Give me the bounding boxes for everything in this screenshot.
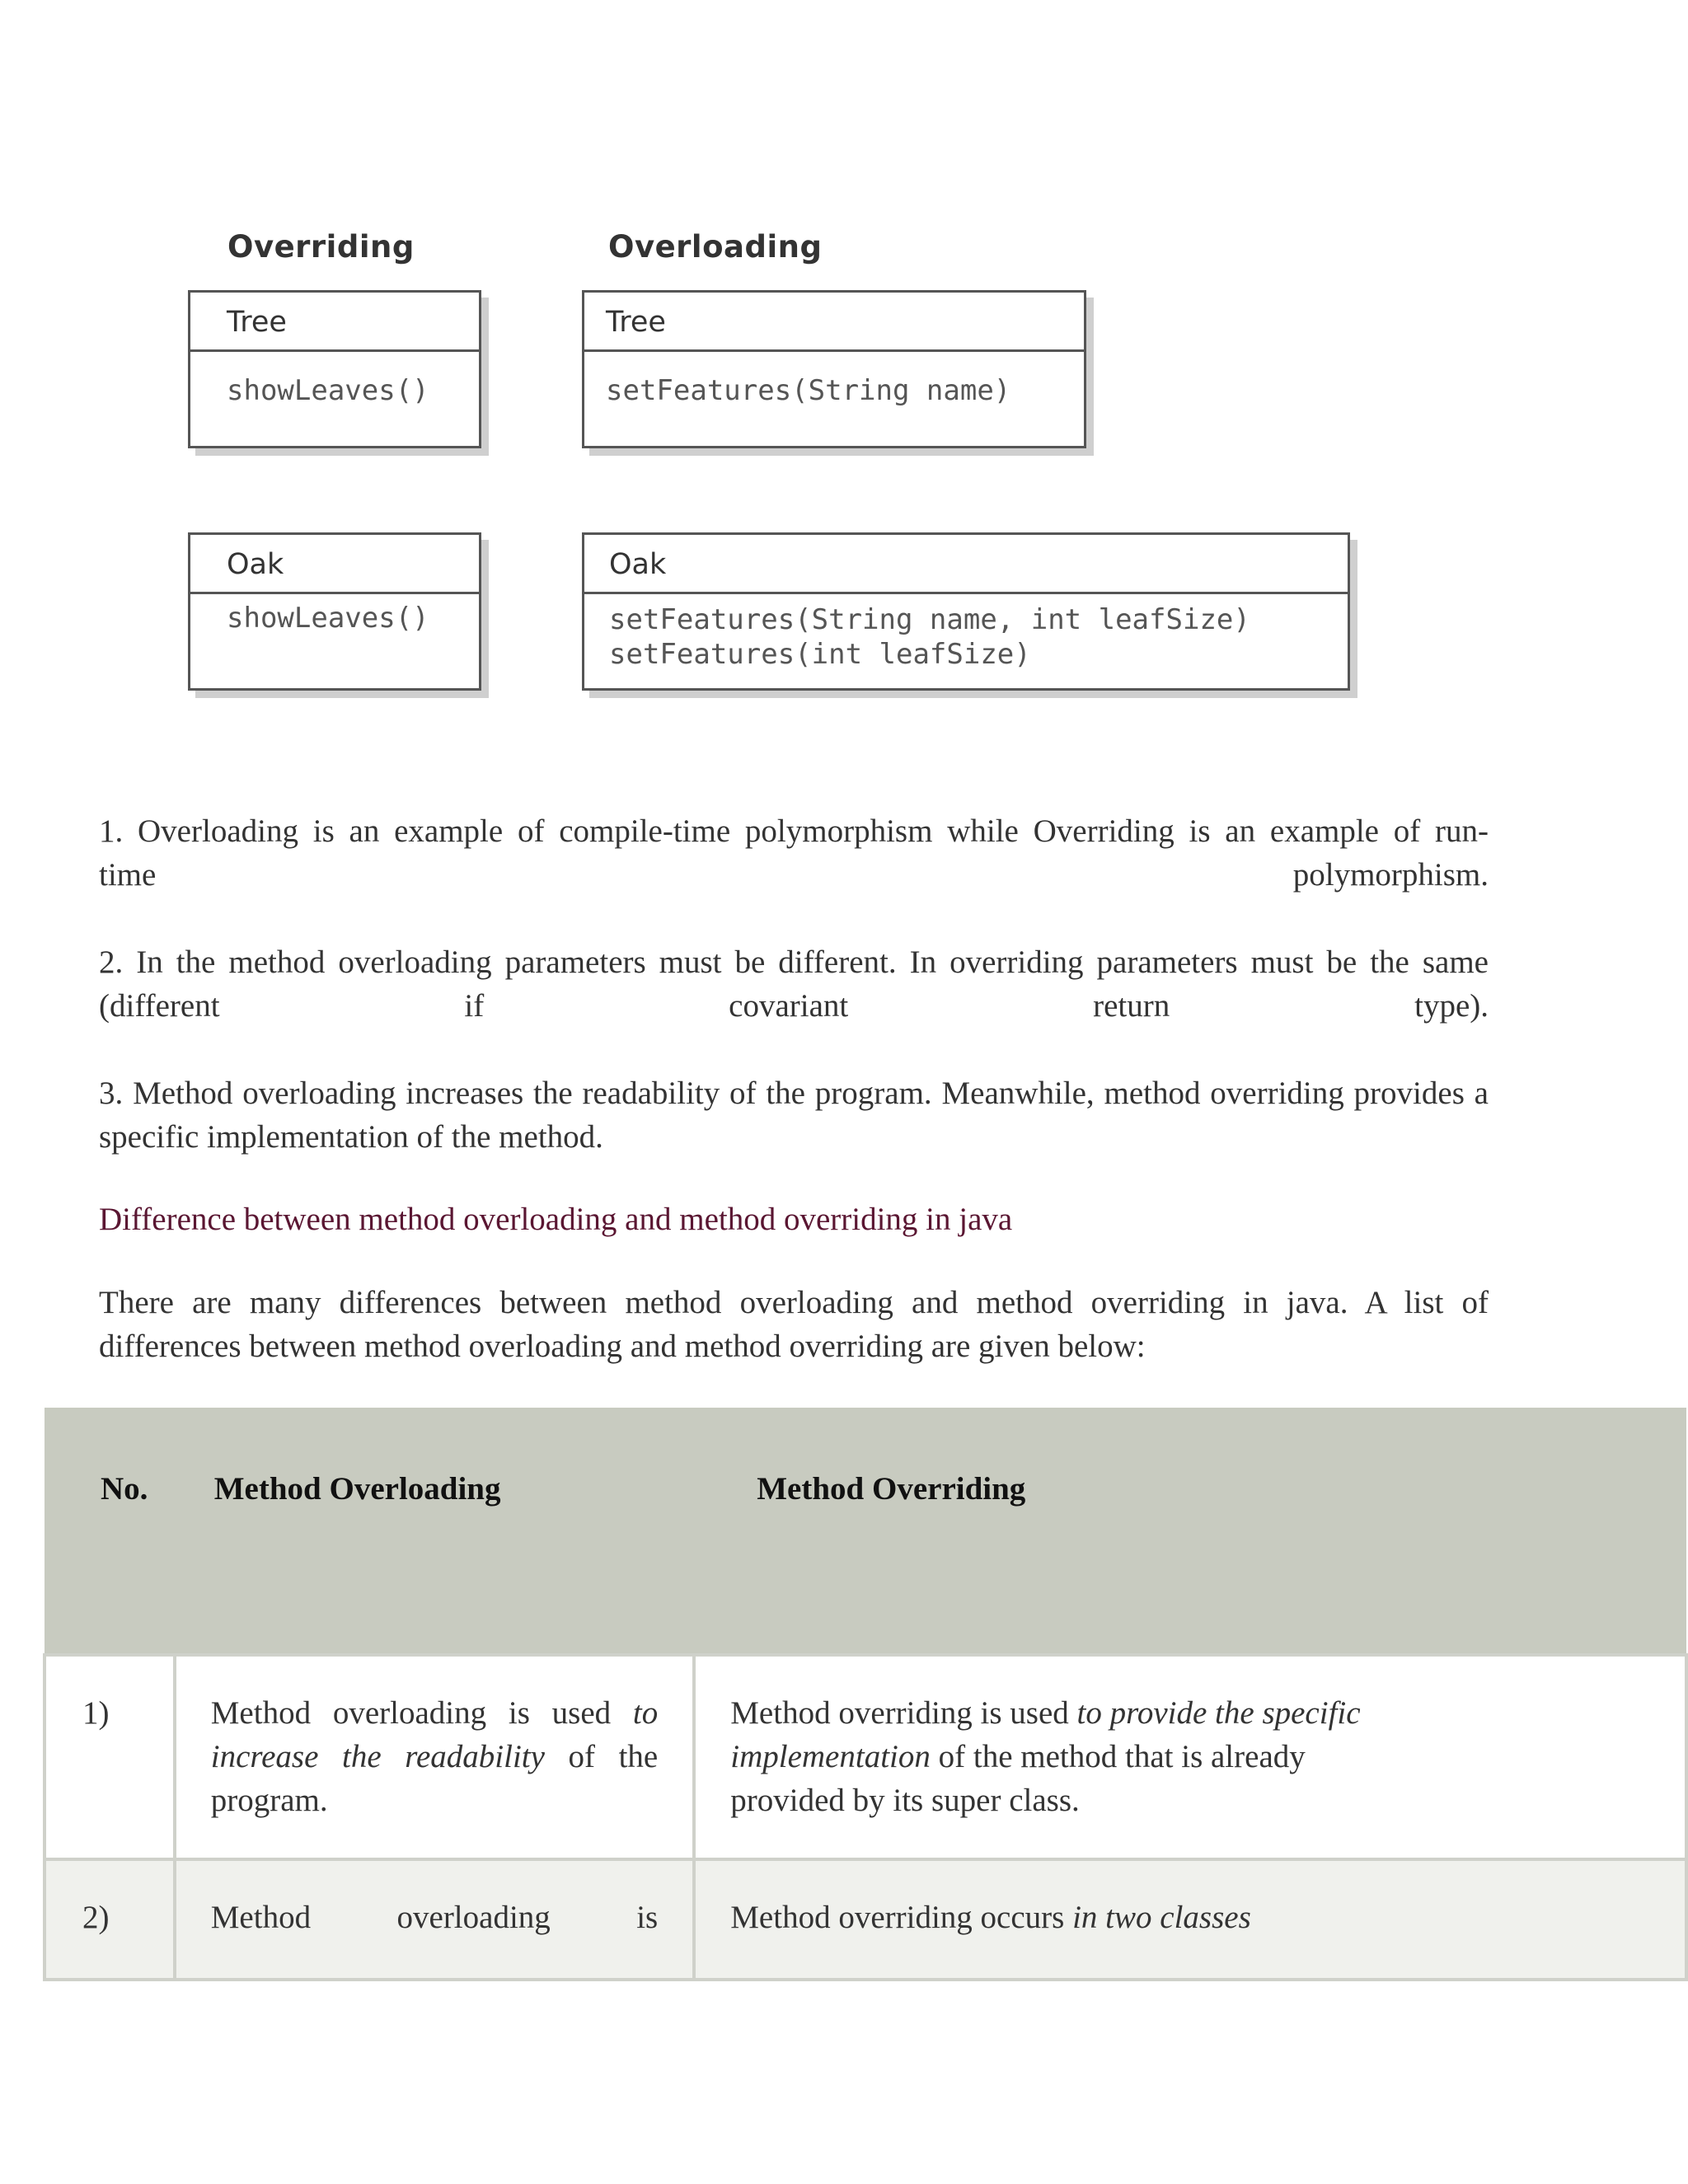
overriding-tree-class-box [188,290,481,448]
table-row [45,1859,1686,1980]
class-name: Oak [190,535,479,594]
overloading-cell [175,1859,695,1980]
table-row [45,1655,1686,1859]
header-method-overloading: Method Overloading [175,1408,695,1655]
point-2-line-1: 2. In the method overloading parameters must be different. In overriding parameters must be the same [99,944,1489,980]
method-signature: showLeaves() [227,374,429,407]
point-3: 3. Method overloading increases the readability of the program. Meanwhile, method overriding provides a specific implementation of the method. [99,1076,1489,1155]
point-1-word: polymorphism. [1292,857,1489,893]
point-1-line-2 [99,853,1489,897]
point-1-line-1: 1. Overloading is an example of compile-time polymorphism while Overriding is an example of run- [99,813,1489,849]
overriding-heading: Overriding [227,229,415,265]
cell-text: of the method that is already provided by its super class. [730,1739,1306,1818]
class-methods [584,594,1348,672]
class-methods [190,594,479,635]
class-name: Tree [190,293,479,352]
class-methods [190,352,479,408]
method-signature: setFeatures(int leafSize) [609,638,1031,671]
point-1 [99,809,1489,897]
overriding-cell [694,1859,1686,1980]
cell-text: Method overriding occurs [730,1900,1073,1935]
point-2 [99,940,1489,1028]
method-signature: showLeaves() [227,602,429,635]
overriding-overloading-diagram [0,0,1688,742]
cell-text: of the program. [210,1739,659,1818]
table-header-row [45,1408,1686,1655]
cell-emphasis: in two classes [1072,1900,1251,1935]
overriding-oak-class-box [188,532,481,691]
class-name: Oak [584,535,1348,594]
comparison-table [43,1408,1688,1981]
cell-emphasis: to provide the specific implementation [730,1695,1361,1774]
cell-text: Method overloading is used [210,1695,633,1731]
method-signature: setFeatures(String name) [606,374,1011,407]
overloading-cell [175,1655,695,1859]
overriding-cell [694,1655,1686,1859]
overloading-oak-class-box [582,532,1350,691]
section-heading-link[interactable]: Difference between method overloading and method overriding in java [99,1202,1013,1237]
row-number: 1) [45,1655,175,1859]
intro-paragraph: There are many differences between method overloading and method overriding in java. A list of differences between method overloading and method overriding are given below: [99,1285,1489,1364]
cell-text: Method overloading is [210,1900,659,1935]
point-1-word: time [99,857,157,893]
class-name: Tree [584,293,1084,352]
method-signature: setFeatures(String name, int leafSize) [609,603,1250,636]
overloading-heading: Overloading [608,229,823,265]
header-method-overriding: Method Overriding [694,1408,1686,1655]
header-number-label: No. [101,1471,148,1507]
cell-emphasis: to increase the readability [210,1695,659,1774]
point-2-line-2: (different if covariant return type). [99,988,1489,1024]
class-methods [584,352,1084,408]
overloading-tree-class-box [582,290,1086,448]
header-number [45,1408,175,1655]
cell-text: Method overriding is used [730,1695,1077,1731]
row-number: 2) [45,1859,175,1980]
